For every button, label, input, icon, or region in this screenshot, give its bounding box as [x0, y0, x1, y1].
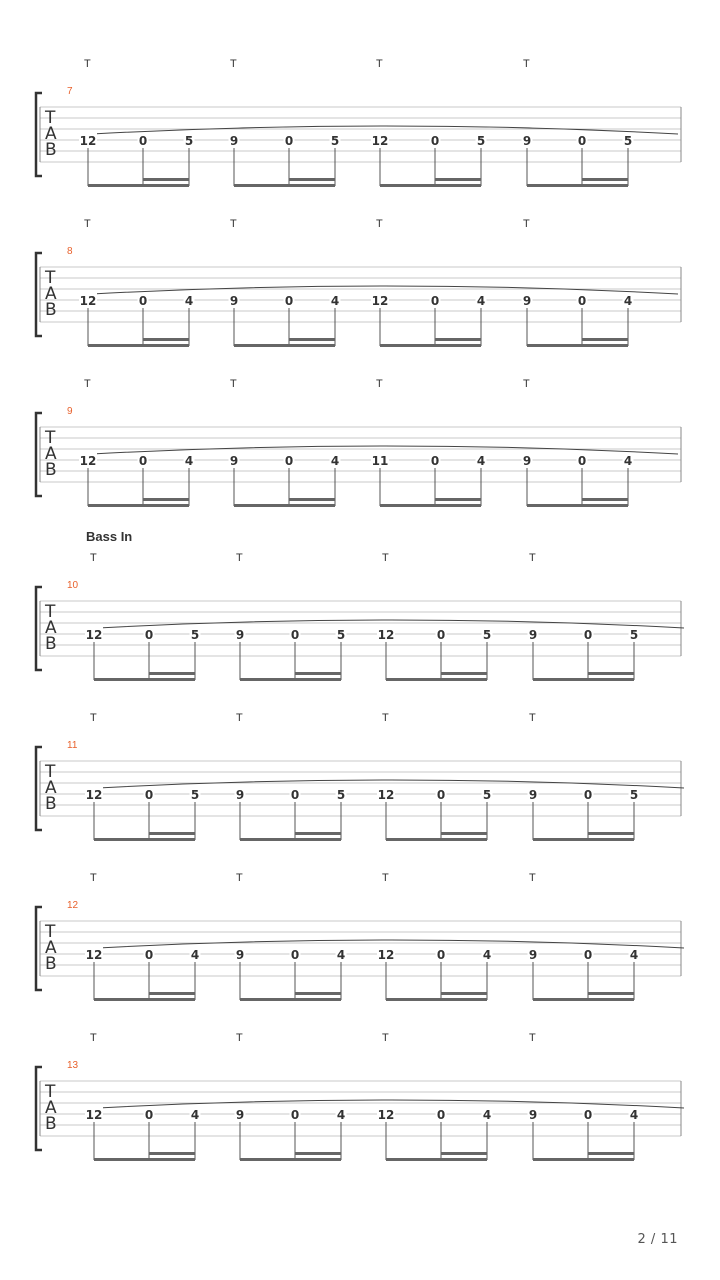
tap-mark: T [236, 552, 243, 564]
fret-number: 5 [336, 788, 346, 802]
beam-secondary [582, 178, 628, 181]
beam-secondary [143, 498, 189, 501]
fret-number: 4 [330, 454, 340, 468]
beam-secondary [441, 832, 487, 835]
fret-number: 9 [528, 788, 538, 802]
system-brace [36, 747, 42, 830]
beam-primary [533, 678, 634, 681]
tab-clef-letter: B [45, 460, 57, 480]
tap-mark: T [382, 1032, 389, 1044]
beam-secondary [143, 178, 189, 181]
tap-mark: T [529, 872, 536, 884]
beam-primary [380, 344, 481, 347]
beam-primary [234, 184, 335, 187]
fret-number: 5 [482, 628, 492, 642]
beam-primary [386, 838, 487, 841]
fret-number: 9 [229, 294, 239, 308]
system-brace [36, 93, 42, 176]
beam-secondary [149, 672, 195, 675]
slur-arc [92, 126, 678, 134]
tap-mark: T [236, 712, 243, 724]
tab-clef-letter: A [45, 444, 57, 464]
beam-secondary [435, 338, 481, 341]
beam-secondary [435, 498, 481, 501]
fret-number: 5 [629, 628, 639, 642]
tap-mark: T [376, 58, 383, 70]
tab-clef-letter: B [45, 300, 57, 320]
measure-number: 11 [67, 740, 78, 751]
measure-number: 12 [67, 900, 79, 911]
fret-number: 5 [330, 134, 340, 148]
fret-number: 12 [79, 454, 97, 468]
beam-primary [88, 184, 189, 187]
beam-secondary [588, 992, 634, 995]
tab-clef-letter: A [45, 778, 57, 798]
fret-number: 0 [583, 1108, 593, 1122]
tap-mark: T [84, 58, 91, 70]
fret-number: 12 [371, 134, 389, 148]
beam-secondary [441, 1152, 487, 1155]
beam-primary [380, 504, 481, 507]
tap-mark: T [523, 58, 530, 70]
beam-secondary [295, 672, 341, 675]
fret-number: 4 [629, 948, 639, 962]
beam-secondary [295, 832, 341, 835]
tab-clef-letter: B [45, 794, 57, 814]
fret-number: 0 [290, 948, 300, 962]
beam-secondary [149, 992, 195, 995]
fret-number: 0 [144, 1108, 154, 1122]
fret-number: 0 [430, 294, 440, 308]
fret-number: 0 [577, 294, 587, 308]
beam-primary [240, 678, 341, 681]
fret-number: 0 [290, 1108, 300, 1122]
fret-number: 9 [229, 454, 239, 468]
fret-number: 4 [482, 948, 492, 962]
fret-number: 12 [79, 294, 97, 308]
fret-number: 4 [336, 948, 346, 962]
fret-number: 0 [436, 1108, 446, 1122]
tap-mark: T [529, 712, 536, 724]
slur-arc [98, 940, 684, 948]
slur-arc [98, 1100, 684, 1108]
measure-number: 9 [67, 406, 73, 417]
fret-number: 12 [377, 788, 395, 802]
beam-primary [386, 678, 487, 681]
tab-clef-letter: T [45, 602, 56, 622]
fret-number: 4 [629, 1108, 639, 1122]
fret-number: 0 [144, 788, 154, 802]
fret-number: 12 [79, 134, 97, 148]
tap-mark: T [90, 712, 97, 724]
tap-mark: T [376, 378, 383, 390]
beam-primary [94, 1158, 195, 1161]
tap-mark: T [90, 1032, 97, 1044]
fret-number: 9 [528, 628, 538, 642]
tap-mark: T [382, 872, 389, 884]
fret-number: 0 [284, 294, 294, 308]
fret-number: 12 [377, 628, 395, 642]
beam-primary [94, 678, 195, 681]
tab-clef-letter: A [45, 938, 57, 958]
beam-primary [533, 1158, 634, 1161]
fret-number: 0 [577, 134, 587, 148]
tap-mark: T [529, 1032, 536, 1044]
tab-clef-letter: A [45, 618, 57, 638]
tab-clef-letter: T [45, 922, 56, 942]
beam-primary [380, 184, 481, 187]
fret-number: 4 [330, 294, 340, 308]
fret-number: 0 [436, 628, 446, 642]
fret-number: 0 [430, 134, 440, 148]
fret-number: 9 [235, 948, 245, 962]
fret-number: 9 [522, 294, 532, 308]
beam-primary [240, 1158, 341, 1161]
system-brace [36, 907, 42, 990]
tab-clef-letter: T [45, 1082, 56, 1102]
beam-secondary [435, 178, 481, 181]
tab-clef-letter: T [45, 268, 56, 288]
slur-arc [92, 446, 678, 454]
fret-number: 12 [377, 948, 395, 962]
fret-number: 0 [138, 134, 148, 148]
fret-number: 12 [85, 948, 103, 962]
tab-clef-letter: T [45, 762, 56, 782]
measure-number: 7 [67, 86, 73, 97]
fret-number: 0 [436, 948, 446, 962]
tap-mark: T [236, 872, 243, 884]
tab-clef-letter: B [45, 634, 57, 654]
fret-number: 12 [371, 294, 389, 308]
fret-number: 5 [184, 134, 194, 148]
fret-number: 4 [184, 294, 194, 308]
beam-secondary [289, 178, 335, 181]
beam-primary [386, 998, 487, 1001]
beam-primary [240, 838, 341, 841]
tab-clef-letter: B [45, 954, 57, 974]
fret-number: 0 [577, 454, 587, 468]
slur-arc [98, 780, 684, 788]
fret-number: 4 [336, 1108, 346, 1122]
beam-primary [533, 998, 634, 1001]
fret-number: 5 [482, 788, 492, 802]
fret-number: 9 [235, 628, 245, 642]
fret-number: 12 [377, 1108, 395, 1122]
fret-number: 0 [284, 454, 294, 468]
fret-number: 0 [583, 788, 593, 802]
fret-number: 12 [85, 628, 103, 642]
fret-number: 9 [235, 1108, 245, 1122]
tap-mark: T [382, 552, 389, 564]
fret-number: 5 [476, 134, 486, 148]
beam-secondary [149, 832, 195, 835]
beam-secondary [295, 1152, 341, 1155]
beam-primary [386, 1158, 487, 1161]
tab-clef-letter: B [45, 1114, 57, 1134]
fret-number: 0 [290, 788, 300, 802]
tab-clef-letter: A [45, 1098, 57, 1118]
fret-number: 4 [476, 294, 486, 308]
beam-primary [533, 838, 634, 841]
fret-number: 0 [138, 294, 148, 308]
beam-primary [527, 344, 628, 347]
fret-number: 5 [190, 788, 200, 802]
fret-number: 0 [144, 628, 154, 642]
tab-clef-letter: T [45, 108, 56, 128]
beam-primary [88, 344, 189, 347]
measure-number: 8 [67, 246, 73, 257]
tab-clef-letter: B [45, 140, 57, 160]
beam-secondary [289, 338, 335, 341]
tap-mark: T [90, 552, 97, 564]
fret-number: 12 [85, 788, 103, 802]
fret-number: 0 [144, 948, 154, 962]
system-brace [36, 253, 42, 336]
beam-secondary [582, 498, 628, 501]
fret-number: 4 [623, 454, 633, 468]
tap-mark: T [529, 552, 536, 564]
beam-secondary [149, 1152, 195, 1155]
tap-mark: T [84, 378, 91, 390]
tab-clef-letter: A [45, 124, 57, 144]
beam-primary [94, 998, 195, 1001]
beam-secondary [588, 832, 634, 835]
fret-number: 0 [284, 134, 294, 148]
system-brace [36, 413, 42, 496]
system-brace [36, 587, 42, 670]
beam-primary [94, 838, 195, 841]
fret-number: 0 [436, 788, 446, 802]
beam-secondary [441, 992, 487, 995]
fret-number: 4 [190, 1108, 200, 1122]
beam-secondary [143, 338, 189, 341]
beam-secondary [582, 338, 628, 341]
fret-number: 5 [336, 628, 346, 642]
fret-number: 5 [623, 134, 633, 148]
beam-primary [527, 504, 628, 507]
fret-number: 11 [371, 454, 389, 468]
beam-secondary [588, 1152, 634, 1155]
tap-mark: T [382, 712, 389, 724]
fret-number: 0 [583, 948, 593, 962]
fret-number: 0 [430, 454, 440, 468]
fret-number: 5 [629, 788, 639, 802]
tap-mark: T [230, 378, 237, 390]
beam-secondary [289, 498, 335, 501]
fret-number: 0 [138, 454, 148, 468]
tap-mark: T [236, 1032, 243, 1044]
fret-number: 9 [528, 1108, 538, 1122]
fret-number: 9 [235, 788, 245, 802]
measure-number: 10 [67, 580, 79, 591]
tap-mark: T [523, 218, 530, 230]
fret-number: 5 [190, 628, 200, 642]
fret-number: 4 [482, 1108, 492, 1122]
tap-mark: T [90, 872, 97, 884]
beam-secondary [295, 992, 341, 995]
beam-primary [527, 184, 628, 187]
tap-mark: T [230, 58, 237, 70]
fret-number: 9 [528, 948, 538, 962]
fret-number: 4 [190, 948, 200, 962]
system-brace [36, 1067, 42, 1150]
beam-primary [240, 998, 341, 1001]
fret-number: 9 [229, 134, 239, 148]
tap-mark: T [84, 218, 91, 230]
beam-secondary [441, 672, 487, 675]
slur-arc [98, 620, 684, 628]
fret-number: 0 [583, 628, 593, 642]
fret-number: 9 [522, 454, 532, 468]
page-number: 2 / 11 [637, 1232, 678, 1247]
fret-number: 0 [290, 628, 300, 642]
fret-number: 4 [623, 294, 633, 308]
fret-number: 12 [85, 1108, 103, 1122]
beam-primary [234, 504, 335, 507]
beam-primary [88, 504, 189, 507]
beam-secondary [588, 672, 634, 675]
tab-clef-letter: T [45, 428, 56, 448]
beam-primary [234, 344, 335, 347]
tap-mark: T [230, 218, 237, 230]
measure-number: 13 [67, 1060, 79, 1071]
fret-number: 4 [184, 454, 194, 468]
tab-clef-letter: A [45, 284, 57, 304]
section-label: Bass In [86, 529, 133, 544]
tap-mark: T [376, 218, 383, 230]
fret-number: 9 [522, 134, 532, 148]
tap-mark: T [523, 378, 530, 390]
slur-arc [92, 286, 678, 294]
fret-number: 4 [476, 454, 486, 468]
